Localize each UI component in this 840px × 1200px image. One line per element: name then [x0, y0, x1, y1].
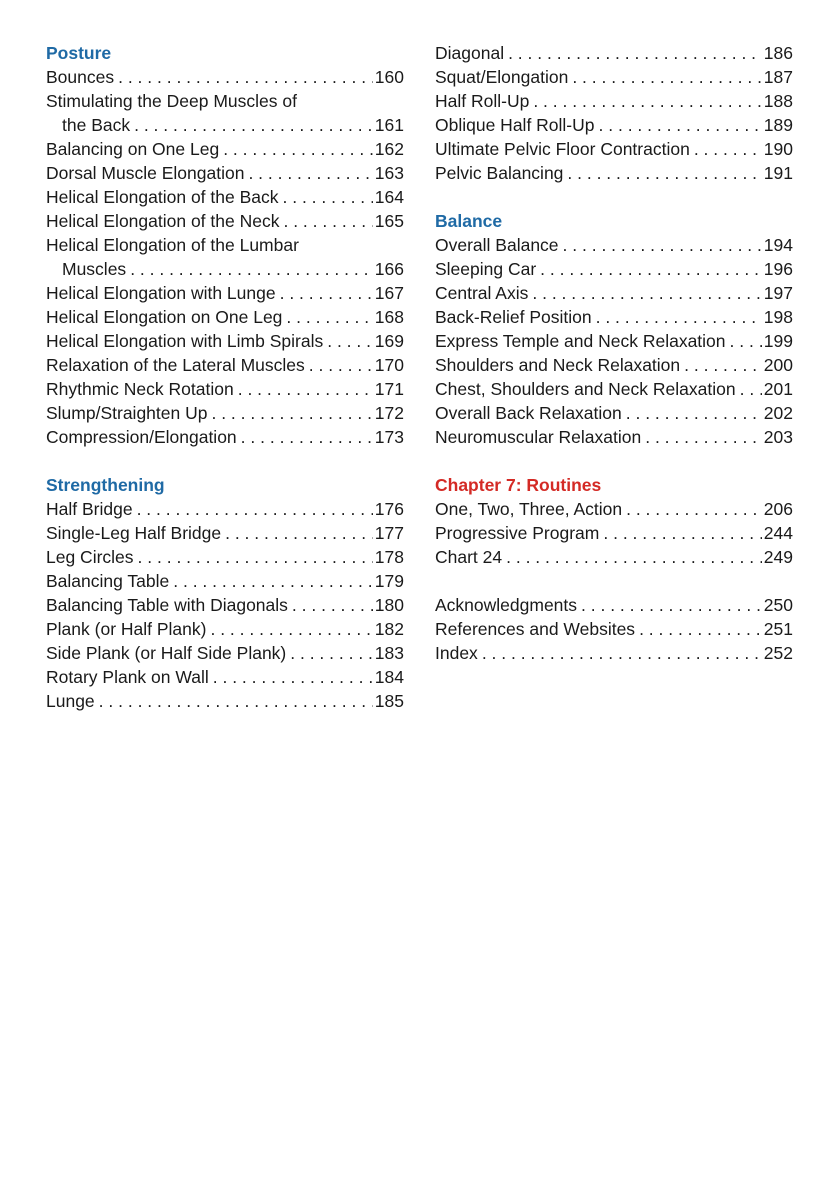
- toc-entry[interactable]: [435, 329, 793, 353]
- dot-leader: [506, 545, 762, 569]
- toc-entry[interactable]: [46, 305, 404, 329]
- toc-entry[interactable]: [46, 209, 404, 233]
- dot-leader: [532, 281, 761, 305]
- toc-entry-title-continued: the Back: [62, 115, 131, 135]
- toc-entry-title: Rotary Plank on Wall: [46, 667, 209, 687]
- toc-left-column: [46, 41, 404, 713]
- toc-page-number: 187: [763, 67, 793, 87]
- toc-entry-title: Helical Elongation of the Back: [46, 187, 279, 207]
- toc-entry[interactable]: [46, 161, 404, 185]
- toc-page-number: 169: [374, 331, 404, 351]
- toc-entry[interactable]: [46, 641, 404, 665]
- dot-leader: [603, 521, 761, 545]
- toc-entry[interactable]: [46, 593, 404, 617]
- toc-entry[interactable]: [46, 329, 404, 353]
- toc-page-number: 252: [763, 643, 793, 663]
- toc-page-number: 162: [374, 139, 404, 159]
- toc-entry[interactable]: [46, 65, 404, 89]
- toc-page-number: 206: [763, 499, 793, 519]
- toc-page-number: 184: [374, 667, 404, 687]
- toc-page-number: 199: [763, 331, 793, 351]
- toc-page-number: 168: [374, 307, 404, 327]
- toc-entry[interactable]: [46, 665, 404, 689]
- toc-entry-title: Stimulating the Deep Muscles of: [46, 91, 297, 111]
- toc-page-number: 166: [374, 259, 404, 279]
- toc-entry-title: Chest, Shoulders and Neck Relaxation: [435, 379, 736, 399]
- toc-entry[interactable]: [46, 113, 404, 137]
- toc-page-number: 165: [374, 211, 404, 231]
- toc-entry[interactable]: [435, 233, 793, 257]
- toc-entry[interactable]: [435, 305, 793, 329]
- dot-leader: [626, 401, 762, 425]
- toc-entry-title: Leg Circles: [46, 547, 134, 567]
- toc-entry[interactable]: [435, 425, 793, 449]
- toc-entry-title: Balancing Table with Diagonals: [46, 595, 288, 615]
- toc-page-number: 164: [374, 187, 404, 207]
- dot-leader: [327, 329, 373, 353]
- dot-leader: [210, 617, 372, 641]
- toc-entry[interactable]: [435, 377, 793, 401]
- toc-entry-title: Relaxation of the Lateral Muscles: [46, 355, 305, 375]
- toc-page-number: 179: [374, 571, 404, 591]
- toc-page-number: 163: [374, 163, 404, 183]
- toc-entry[interactable]: [435, 545, 793, 569]
- toc-page-number: 178: [374, 547, 404, 567]
- toc-page-number: 172: [374, 403, 404, 423]
- toc-entry[interactable]: [435, 353, 793, 377]
- toc-entry-title: Acknowledgments: [435, 595, 578, 615]
- dot-leader: [740, 377, 762, 401]
- dot-leader: [283, 185, 373, 209]
- toc-entry-title: Helical Elongation with Lunge: [46, 283, 276, 303]
- toc-entry[interactable]: [435, 137, 793, 161]
- dot-leader: [134, 113, 373, 137]
- toc-entry[interactable]: [435, 113, 793, 137]
- toc-page-number: 186: [763, 43, 793, 63]
- toc-page-number: 176: [374, 499, 404, 519]
- dot-leader: [280, 281, 373, 305]
- toc-entry-title: Helical Elongation with Limb Spirals: [46, 331, 324, 351]
- dot-leader: [130, 257, 373, 281]
- toc-entry-title: Ultimate Pelvic Floor Contraction: [435, 139, 690, 159]
- dot-leader: [563, 233, 762, 257]
- toc-page-number: 197: [763, 283, 793, 303]
- section-heading-posture: Posture: [46, 43, 112, 63]
- section-heading-chapter-7-routines: Chapter 7: Routines: [435, 475, 602, 495]
- toc-entry-title: Overall Back Relaxation: [435, 403, 622, 423]
- dot-leader: [99, 689, 373, 713]
- toc-entry-title: Single-Leg Half Bridge: [46, 523, 222, 543]
- toc-entry-title: Neuromuscular Relaxation: [435, 427, 642, 447]
- toc-page-number: 201: [763, 379, 793, 399]
- toc-page-number: 249: [763, 547, 793, 567]
- toc-page-number: 198: [763, 307, 793, 327]
- toc-entry-title: Back-Relief Position: [435, 307, 592, 327]
- toc-entry[interactable]: [435, 281, 793, 305]
- toc-entry-title: Balancing on One Leg: [46, 139, 220, 159]
- toc-entry[interactable]: [435, 65, 793, 89]
- toc-entry-title: Index: [435, 643, 478, 663]
- dot-leader: [567, 161, 761, 185]
- toc-entry-title: References and Websites: [435, 619, 636, 639]
- toc-page-number: 203: [763, 427, 793, 447]
- toc-entry-title: Sleeping Car: [435, 259, 537, 279]
- toc-page-number: 244: [763, 523, 793, 543]
- toc-page-number: 200: [763, 355, 793, 375]
- toc-entry-title: Lunge: [46, 691, 95, 711]
- toc-page-number: 185: [374, 691, 404, 711]
- section-spacer: [435, 185, 793, 209]
- toc-entry-title: Dorsal Muscle Elongation: [46, 163, 245, 183]
- toc-entry-title: Oblique Half Roll-Up: [435, 115, 595, 135]
- dot-leader: [645, 425, 762, 449]
- toc-entry-title: Squat/Elongation: [435, 67, 569, 87]
- toc-entry[interactable]: [435, 257, 793, 281]
- toc-entry-title: Slump/Straighten Up: [46, 403, 208, 423]
- dot-leader: [118, 65, 373, 89]
- toc-entry[interactable]: [46, 281, 404, 305]
- toc-entry-title: One, Two, Three, Action: [435, 499, 623, 519]
- toc-page-number: 191: [763, 163, 793, 183]
- toc-entry[interactable]: [46, 617, 404, 641]
- toc-page-number: 180: [374, 595, 404, 615]
- dot-leader: [283, 209, 372, 233]
- toc-entry-title: Diagonal: [435, 43, 505, 63]
- toc-entry-title-continued: Muscles: [62, 259, 127, 279]
- toc-entry[interactable]: [46, 497, 404, 521]
- dot-leader: [626, 497, 762, 521]
- toc-entry-title: Compression/Elongation: [46, 427, 237, 447]
- dot-leader: [137, 497, 373, 521]
- toc-right-column: [435, 41, 793, 665]
- toc-page-number: 190: [763, 139, 793, 159]
- dot-leader: [292, 593, 373, 617]
- dot-leader: [572, 65, 761, 89]
- dot-leader: [730, 329, 762, 353]
- dot-leader: [213, 665, 373, 689]
- section-spacer: [435, 449, 793, 473]
- dot-leader: [599, 113, 762, 137]
- dot-leader: [581, 593, 762, 617]
- dot-leader: [694, 137, 762, 161]
- dot-leader: [138, 545, 373, 569]
- toc-entry[interactable]: [46, 425, 404, 449]
- toc-entry[interactable]: [46, 257, 404, 281]
- toc-entry-title: Progressive Program: [435, 523, 600, 543]
- toc-entry-title: Helical Elongation of the Lumbar: [46, 235, 299, 255]
- toc-entry-title: Plank (or Half Plank): [46, 619, 207, 639]
- toc-entry[interactable]: [435, 41, 793, 65]
- toc-page-number: 194: [763, 235, 793, 255]
- toc-entry[interactable]: [46, 377, 404, 401]
- toc-page-number: 182: [374, 619, 404, 639]
- toc-entry[interactable]: [46, 185, 404, 209]
- dot-leader: [238, 377, 373, 401]
- toc-entry-title: Side Plank (or Half Side Plank): [46, 643, 287, 663]
- toc-entry[interactable]: [435, 401, 793, 425]
- toc-entry[interactable]: [435, 161, 793, 185]
- toc-entry[interactable]: [46, 137, 404, 161]
- toc-entry-title: Pelvic Balancing: [435, 163, 564, 183]
- toc-entry-title: Rhythmic Neck Rotation: [46, 379, 234, 399]
- toc-entry-title: Central Axis: [435, 283, 529, 303]
- toc-entry[interactable]: [435, 89, 793, 113]
- toc-entry[interactable]: [46, 545, 404, 569]
- dot-leader: [286, 305, 372, 329]
- dot-leader: [482, 641, 762, 665]
- toc-entry[interactable]: [435, 497, 793, 521]
- dot-leader: [248, 161, 372, 185]
- toc-page-number: 202: [763, 403, 793, 423]
- dot-leader: [225, 521, 373, 545]
- toc-page-number: 171: [374, 379, 404, 399]
- toc-entry-title: Helical Elongation on One Leg: [46, 307, 283, 327]
- toc-entry[interactable]: [435, 617, 793, 641]
- dot-leader: [211, 401, 372, 425]
- toc-page-number: 160: [374, 67, 404, 87]
- dot-leader: [540, 257, 762, 281]
- toc-entry-title: Express Temple and Neck Relaxation: [435, 331, 726, 351]
- toc-page-number: 251: [763, 619, 793, 639]
- toc-page-number: 250: [763, 595, 793, 615]
- dot-leader: [309, 353, 373, 377]
- dot-leader: [639, 617, 762, 641]
- toc-entry-title: Bounces: [46, 67, 115, 87]
- toc-entry[interactable]: [435, 521, 793, 545]
- dot-leader: [223, 137, 373, 161]
- toc-page-number: 173: [374, 427, 404, 447]
- section-heading-strengthening: Strengthening: [46, 475, 165, 495]
- toc-entry[interactable]: [435, 641, 793, 665]
- section-heading-balance: Balance: [435, 211, 503, 231]
- dot-leader: [596, 305, 762, 329]
- toc-entry-title: Overall Balance: [435, 235, 559, 255]
- toc-page-number: 167: [374, 283, 404, 303]
- toc-entry[interactable]: [46, 353, 404, 377]
- toc-entry[interactable]: [435, 593, 793, 617]
- toc-page-number: 170: [374, 355, 404, 375]
- toc-entry[interactable]: [46, 689, 404, 713]
- toc-entry[interactable]: [46, 401, 404, 425]
- toc-entry-title: Half Bridge: [46, 499, 133, 519]
- toc-entry-title: Shoulders and Neck Relaxation: [435, 355, 681, 375]
- toc-page-number: 183: [374, 643, 404, 663]
- dot-leader: [290, 641, 373, 665]
- toc-page-number: 189: [763, 115, 793, 135]
- dot-leader: [241, 425, 373, 449]
- toc-page-number: 188: [763, 91, 793, 111]
- toc-page-number: 177: [374, 523, 404, 543]
- dot-leader: [684, 353, 762, 377]
- toc-entry[interactable]: [46, 521, 404, 545]
- section-spacer: [46, 449, 404, 473]
- toc-page-number: 161: [374, 115, 404, 135]
- toc-entry-title: Balancing Table: [46, 571, 170, 591]
- dot-leader: [508, 41, 762, 65]
- toc-entry[interactable]: [46, 569, 404, 593]
- dot-leader: [173, 569, 373, 593]
- toc-entry-title: Chart 24: [435, 547, 503, 567]
- toc-entry-title: Half Roll-Up: [435, 91, 530, 111]
- section-spacer: [435, 569, 793, 593]
- toc-entry-title: Helical Elongation of the Neck: [46, 211, 280, 231]
- toc-page-number: 196: [763, 259, 793, 279]
- dot-leader: [533, 89, 761, 113]
